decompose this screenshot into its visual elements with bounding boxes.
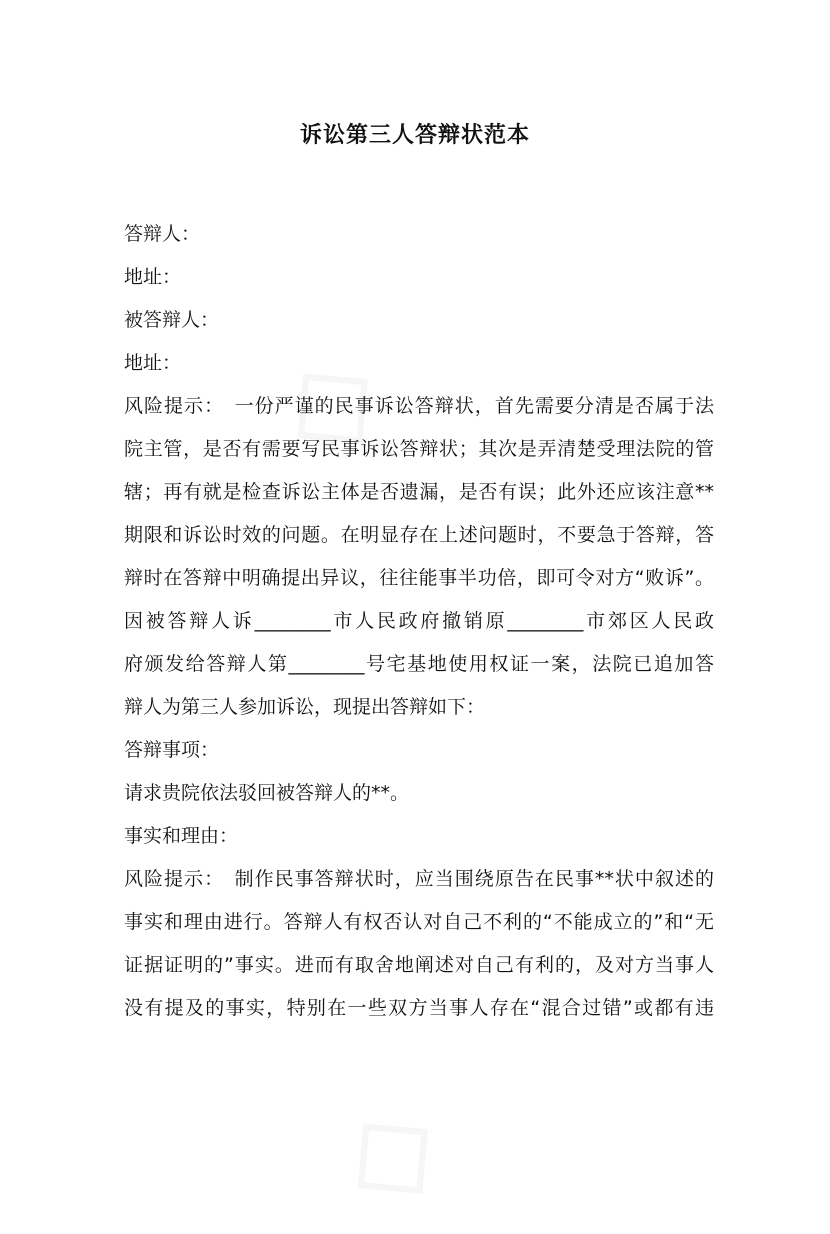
risk-tip-line: 辩时在答辩中明确提出异议，往往能事半功倍，即可令对方“败诉”。	[124, 567, 714, 589]
facts-reasons-heading: 事实和理由：	[124, 825, 239, 847]
risk-tip-line: 事实和理由进行。答辩人有权否认对自己不利的“不能成立的”和“无	[124, 911, 714, 933]
statement-line: 府颁发给答辩人第________号宅基地使用权证一案，法院已追加答	[124, 653, 714, 675]
statement-line: 因被答辩人诉________市人民政府撤销原________市郊区人民政	[124, 610, 714, 632]
respondent-address-label: 地址：	[124, 266, 182, 288]
defendant-address-label: 地址：	[124, 352, 182, 374]
document-title: 诉讼第三人答辩状范本	[299, 123, 530, 148]
risk-tip-line: 辖；再有就是检查诉讼主体是否遗漏，是否有误；此外还应该注意**	[124, 481, 714, 503]
risk-tip-line: 没有提及的事实，特别在一些双方当事人存在“混合过错”或都有违	[124, 997, 714, 1019]
defense-items-heading: 答辩事项：	[124, 739, 220, 761]
watermark	[307, 1065, 472, 1234]
defense-request: 请求贵院依法驳回被答辩人的**。	[124, 782, 410, 804]
respondent-label: 答辩人：	[124, 223, 201, 245]
risk-tip-line: 风险提示： 一份严谨的民事诉讼答辩状，首先需要分清是否属于法	[124, 395, 714, 417]
defendant-label: 被答辩人：	[124, 309, 220, 331]
risk-tip-line: 期限和诉讼时效的问题。在明显存在上述问题时，不要急于答辩，答	[124, 524, 714, 546]
statement-line: 辩人为第三人参加诉讼，现提出答辩如下：	[124, 696, 486, 718]
document-body	[124, 213, 714, 1030]
risk-tip-line: 证据证明的”事实。进而有取舍地阐述对自己有利的，及对方当事人	[124, 954, 714, 976]
risk-tip-line: 院主管，是否有需要写民事诉讼答辩状；其次是弄清楚受理法院的管	[124, 438, 714, 460]
risk-tip-line: 风险提示： 制作民事答辩状时，应当围绕原告在民事**状中叙述的	[124, 868, 714, 890]
